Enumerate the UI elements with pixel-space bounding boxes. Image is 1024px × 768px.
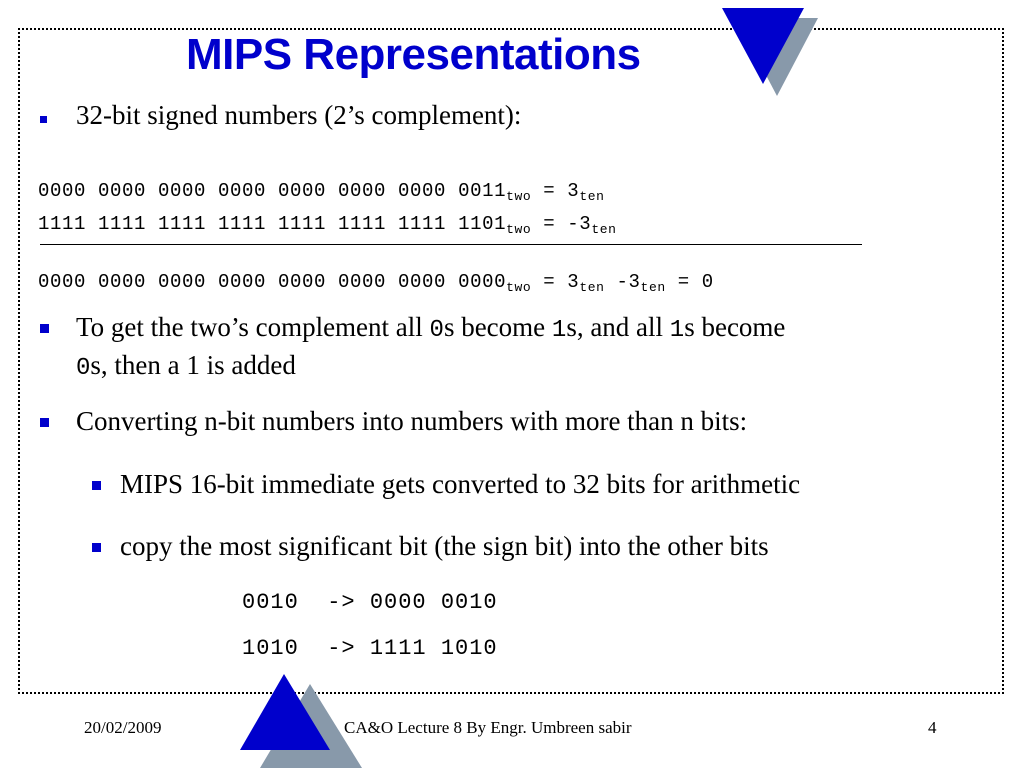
- equation-text: = 3: [531, 271, 580, 293]
- sub-bullet-immediate: MIPS 16-bit immediate gets converted to 32 bits for arithmetic: [120, 469, 801, 499]
- bullet-converting: Converting n-bit numbers into numbers with more than n bits:: [76, 406, 748, 436]
- text-run: s become: [684, 312, 786, 342]
- mono-digit: 0: [429, 317, 444, 344]
- bullet-marker: [40, 324, 49, 333]
- footer-page-number: 4: [928, 718, 937, 737]
- subscript: two: [506, 222, 532, 237]
- equation-text: = 0: [665, 271, 714, 293]
- bullet-twos-complement-line1: [76, 312, 785, 344]
- text-run: s, then a 1 is added: [90, 350, 296, 380]
- subscript: two: [506, 189, 532, 204]
- subscript: ten: [579, 189, 605, 204]
- mono-digit: 0: [76, 355, 91, 382]
- equation-text: = 3: [531, 180, 580, 202]
- top-triangle-decoration: [722, 8, 822, 98]
- text-run: s become: [443, 312, 552, 342]
- mono-digit: 1: [669, 317, 685, 344]
- sub-bullet-marker: [92, 543, 101, 552]
- binary-row-3: [38, 271, 714, 295]
- footer-lecture-title: CA&O Lecture 8 By Engr. Umbreen sabir: [344, 718, 632, 737]
- mono-digit: 1: [551, 317, 567, 344]
- binary-bits: 1111 1111 1111 1111 1111 1111 1111 1101: [38, 213, 507, 235]
- slide-title: MIPS Representations: [186, 30, 641, 79]
- text-run: s, and all: [566, 312, 670, 342]
- sum-rule: [40, 244, 862, 245]
- binary-row-2: [38, 213, 617, 237]
- binary-row-1: [38, 180, 605, 204]
- subscript: ten: [591, 222, 617, 237]
- sub-bullet-marker: [92, 481, 101, 490]
- text-run: To get the two’s complement all: [76, 312, 430, 342]
- sub-bullet-sign-bit: copy the most significant bit (the sign bit) into the other bits: [120, 531, 769, 561]
- bullet-signed-numbers: 32-bit signed numbers (2’s complement):: [76, 100, 522, 130]
- bullet-marker: [40, 418, 49, 427]
- equation-text: -3: [604, 271, 641, 293]
- sign-extend-example-2: 1010 -> 1111 1010: [242, 636, 498, 661]
- footer-date: 20/02/2009: [84, 718, 162, 737]
- binary-bits: 0000 0000 0000 0000 0000 0000 0000 0011: [38, 180, 507, 202]
- sign-extend-example-1: 0010 -> 0000 0010: [242, 590, 498, 615]
- bullet-marker: [40, 116, 47, 123]
- bullet-twos-complement-line2: [76, 350, 296, 382]
- equation-text: = -3: [531, 213, 592, 235]
- subscript: two: [506, 280, 532, 295]
- subscript: ten: [640, 280, 666, 295]
- binary-bits: 0000 0000 0000 0000 0000 0000 0000 0000: [38, 271, 507, 293]
- subscript: ten: [579, 280, 605, 295]
